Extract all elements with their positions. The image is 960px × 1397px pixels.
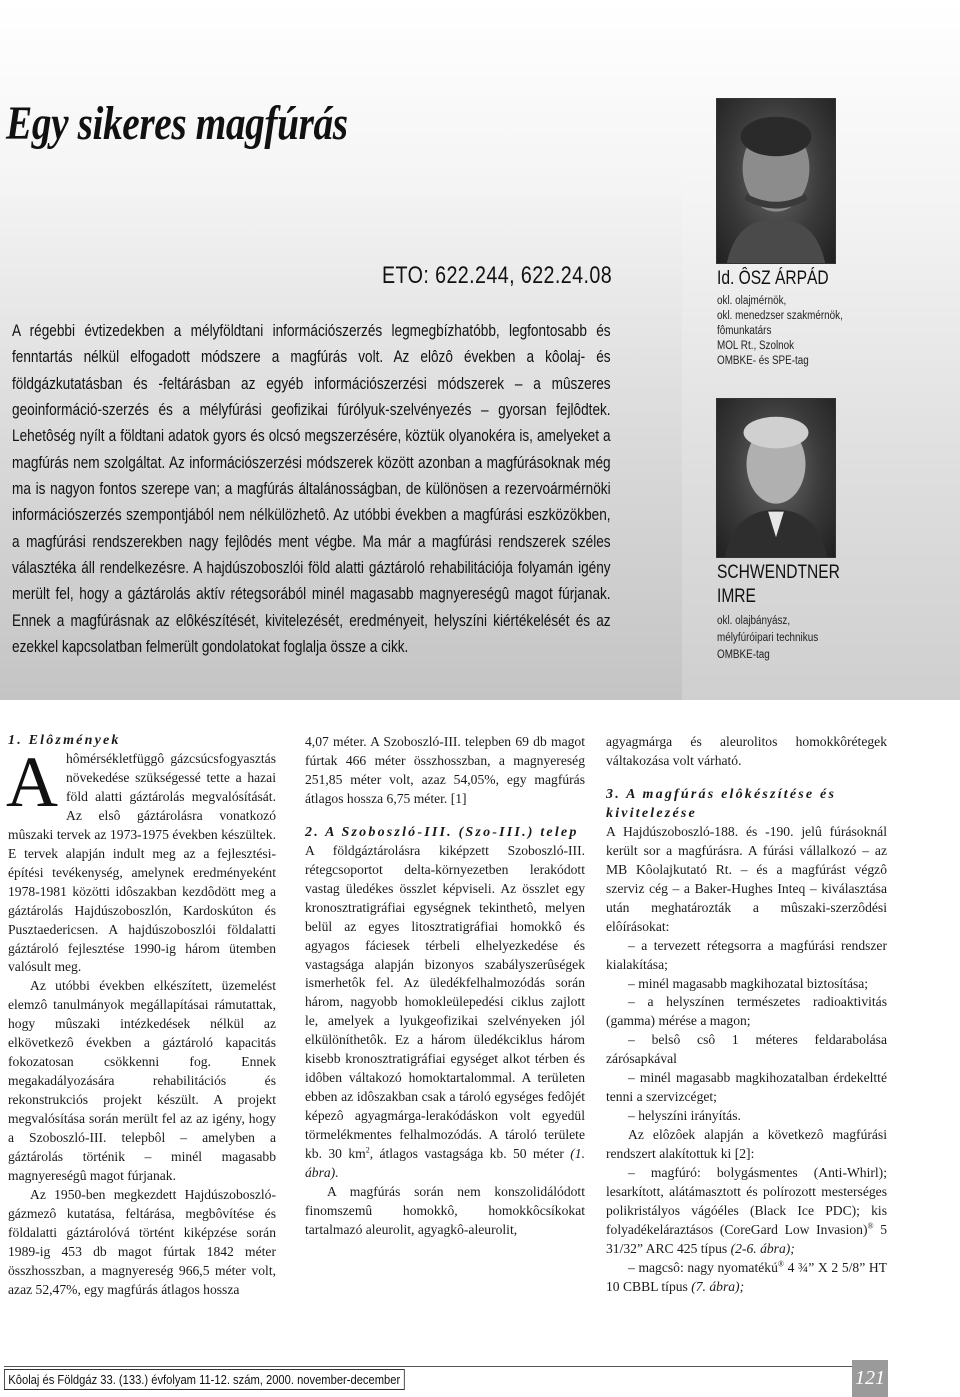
- lead-paragraph: A régebbi évtizedekben a mélyföldtani információszerzés legmegbízhatóbb, legfontosabb és fenntartás nélkül elfogadott módszere a magfúrás volt. Az elôzô években a kôolaj- és földgázkutatásban és -feltárásban az egyéb információszerzési módszerek – a mûszeres geoinformáció-szerzés és a mélyfúrási geofizikai fúrólyuk-szelvényezés – gyorsan fejlôdtek. Lehetôség nyílt a földtani adatok gyors és olcsó megszerzésére, köztük olyanokéra is, amelyeket a magfúrás nem szolgáltat. Az információszerzési módszerek között azonban a magfúrásoknak még ma is nagyon fontos szerepe van; a magfúrás általánosságban, de különösen a rezervoármérnöki információszerzés szempontjából nem nélkülözhetô. Az utóbbi években a magfúrási eszközökben, a magfúrási rendszerekben nagy fejlôdés ment végbe. Ma már a magfúrási rendszerek széles választéka áll rendelkezésre. A hajdúszoboszlói föld alatti gáztároló rehabilitációja folyamán igény merült fel, hogy a gáztárolás aktív rétegsorából minél magasabb magnyereségû magot fúrjanak. Ennek a magfúrásnak az elôkészítését, kivitelezését, eredményeit, helyszíni kiértékelését és az ezekkel kapcsolatban felmerült gondolatokat foglalja össze a cikk.: [12, 321, 611, 657]
- body-column-1: [8, 731, 276, 1300]
- list-item: [606, 1259, 887, 1297]
- author-degree: okl. menedzser szakmérnök,: [717, 310, 843, 322]
- list-item: – a helyszínen természetes radioaktivitás (gamma) mérése a magon;: [606, 994, 887, 1029]
- paragraph-text: hômérsékletfüggô gázcsúcsfogyasztás növekedése szükségessé tette a hazai föld alatti gáztárolás megvalósítását. Az elsô gáztárolásra vonatkozó mûszaki tervek az 1973-1975 években készültek. E tervek alapján indult meg az a fejlesztési-építési tevékenység, amelynek eredményeként 1978-1981 közötti idôszakban kezdôdött meg a gáztárolás Hajdúszoboszlón, Kardoskúton és Pusztaedericsen. A hajdúszoboszlói földalatti gáztároló fejlesztése 1990-ig három ütemben valósult meg.: [8, 751, 276, 975]
- section-heading-3: 3. A magfúrás elôkészítése és kivitelezése: [606, 786, 837, 821]
- paragraph-text: , átlagos vastagsága kb. 50 méter: [369, 1146, 571, 1162]
- author-membership: OMBKE-tag: [717, 649, 770, 661]
- author-name-schwendtner: SCHWENDTNER: [717, 562, 840, 583]
- list-item: [606, 1164, 887, 1259]
- paragraph-text: A földgáztárolásra kiképzett Szoboszló-III. rétegcsoportot delta-környezetben lerakódott vastag üledékes összlet képviseli. Az összlet egy kronosztratigráfiai egységnek tekinthetô, melyen belül az egyes litosztratigráfiai homokkô és agyagos fáciesek térbeli elhelyezkedése és vastagsága alapján bizonyos szabályszerûségek ismerhetôk fel. Az üledékfelhalmozódás során három, nagyobb homokleülepedési ciklus zajlott le, amelyek a lyukgeofizikai szelvényeken jól elkülöníthetôk. Ez a három üledékciklus három kisebb kronosztratigráfiai egységet alkot térben és idôben váltakozó homoktartalommal. A területen ebben az idôszakban csak a tároló egységes fedôjét képezô agyagmárga-lerakódáskon volt egyedül törmelékmentes felhalmozódás. A tároló területe kb. 30 km: [305, 842, 585, 1162]
- paragraph-text: 4 ¾” X 2 5/8” HT 10 CBBL típus: [606, 1259, 887, 1294]
- drop-cap: A: [6, 742, 58, 822]
- author-profession: mélyfúróipari technikus: [717, 632, 819, 644]
- list-item: – helyszíni irányítás.: [628, 1108, 741, 1124]
- article-title: Egy sikeres magfúrás: [6, 97, 348, 150]
- author-name-osz: Id. ÔSZ ÁRPÁD: [717, 268, 829, 289]
- journal-citation: Kôolaj és Földgáz 33. (133.) évfolyam 11-12. szám, 2000. november-december: [4, 1369, 405, 1390]
- author-photo-schwendtner: [716, 398, 836, 558]
- registered-mark: ®: [777, 1259, 784, 1269]
- author-position: fômunkatárs: [717, 325, 772, 337]
- paragraph: A magfúrás során nem konszolidálódott finomszemû homokkô, homokkôcsíkokat tartalmazó aleurolit, agyagkô-aleurolit,: [305, 1183, 585, 1237]
- list-item: – minél magasabb magkihozatal biztosítása;: [628, 975, 869, 991]
- paragraph: agyagmárga és aleurolitos homokkôrétegek váltakozása volt várható.: [606, 734, 887, 768]
- figure-reference: (2-6. ábra);: [730, 1240, 795, 1256]
- body-column-3: [606, 733, 887, 1297]
- paragraph: Az elôzôek alapján a következô magfúrási rendszert alakítottuk ki [2]:: [606, 1127, 887, 1162]
- page-number: 121: [852, 1360, 888, 1397]
- paragraph-text: 5 31/32” ARC 425 típus: [606, 1221, 887, 1256]
- section-heading-2: 2. A Szoboszló-III. (Szo-III.) telep: [305, 824, 579, 840]
- body-column-2: [305, 733, 585, 1240]
- footer-rule: [4, 1366, 854, 1367]
- list-item: – belsô csô 1 méteres feldarabolása zárósapkával: [606, 1032, 887, 1067]
- paragraph: 4,07 méter. A Szoboszló-III. telepben 69 db magot fúrtak 466 méter összhosszban, a magnyereség 251,85 méter volt, azaz 54,05%, egy magfúrás átlagos hossza 6,75 méter. [1]: [305, 734, 585, 806]
- paragraph: [305, 842, 585, 1183]
- paragraph: [6, 742, 276, 977]
- udc-classification: ETO: 622.244, 622.24.08: [382, 262, 613, 289]
- paragraph-text: – magfúró: bolygásmentes (Anti-Whirl); lesarkított, alátámasztott és polírozott mesterséges polikristályos vágóéles (Black Ice PDC); kis folyadékeláraztásos (CoreGard Low Invasion): [606, 1165, 887, 1237]
- author-photo-osz: [716, 98, 836, 264]
- author-name-schwendtner: IMRE: [717, 586, 756, 607]
- superscript: 2: [365, 1145, 370, 1155]
- list-item: – a tervezett rétegsorra a magfúrási rendszer kialakítása;: [606, 937, 887, 972]
- portrait-placeholder-icon: [717, 399, 835, 557]
- paragraph: Az utóbbi években elkészített, üzemelést elemzô tanulmányok megállapításai rámutattak, hogy mûszaki intézkedések nélkül az elkövetkezô években a gáztároló kapacitás fokozatosan csökkenni fog. Ennek megakadályozására rehabilitációs és rekonstrukciós projekt készült. A projekt megvalósítása során merült fel az az igény, hogy a Szoboszló-III. telepbôl – amelyben a gáztárolás történik – minél magasabb magnyereségû magot fúrjanak.: [8, 978, 276, 1183]
- list-item: – minél magasabb magkihozatalban érdekeltté tenni a szervizcéget;: [606, 1070, 887, 1105]
- paragraph: A Hajdúszoboszló-188. és -190. jelû fúrásoknál került sor a magfúrásra. A fúrási vállalkozó – az MB Kôolajkutató Rt. – és a magfúrást végzô szerviz cég – a Baker-Hughes Inteq – kiválasztása után meghatározták a mûszaki-szerzôdési elôírásokat:: [606, 823, 887, 934]
- author-degree: okl. olajmérnök,: [717, 295, 787, 307]
- author-degree: okl. olajbányász,: [717, 615, 791, 627]
- paragraph: Az 1950-ben megkezdett Hajdúszoboszló-gázmezô kutatása, feltárása, megbôvítése és földalatti gáztárolóvá történt kiképzése során 1989-ig 453 db magot fúrtak 1842 méter összhosszban, a magnyereség 966,5 méter volt, azaz 52,47%, egy magfúrás átlagos hossza: [8, 1186, 276, 1297]
- author-employer: MOL Rt., Szolnok: [717, 340, 795, 352]
- registered-mark: ®: [867, 1221, 874, 1231]
- figure-reference: (1. ábra).: [305, 1146, 585, 1181]
- section-heading-1: 1. Elôzmények: [8, 733, 121, 748]
- paragraph-text: – magcsô: nagy nyomatékú: [628, 1259, 778, 1275]
- author-membership: OMBKE- és SPE-tag: [717, 355, 809, 367]
- portrait-placeholder-icon: [717, 99, 835, 263]
- figure-reference: (7. ábra);: [691, 1278, 745, 1294]
